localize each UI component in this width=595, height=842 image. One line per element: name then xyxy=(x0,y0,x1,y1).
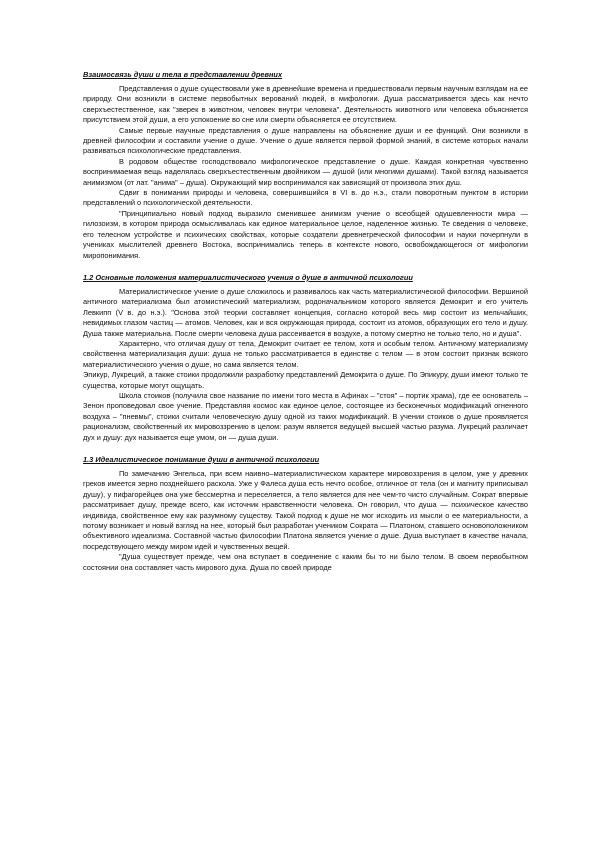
section-title-idealist-understanding: 1.3 Идеалистическое понимание души в античной психологии xyxy=(83,455,320,464)
paragraph: Представления о душе существовали уже в древнейшие времена и предшествовали первым научным взглядам на ее природу. Они возникли в системе первобытных верований людей, в мифологии. Душа рассматривается здесь как нечто сверхъестественное, как "зверек в животном, человек внутри человека". Деятельность животного или человека объясняется присутствием этой души, а его успокоение во сне или смерти объясняется ее отсутствием. xyxy=(83,84,528,125)
document-page xyxy=(83,70,528,573)
paragraph: "Душа существует прежде, чем она вступает в соединение с каким бы то ни было телом. В своем первобытном состоянии она составляет часть мирового духа. Душа по своей природе xyxy=(83,552,528,572)
paragraph: Материалистическое учение о душе сложилось и развивалось как часть материалистической философии. Вершиной античного материализма был атомистический материализм, родоначальником которого является Демокрит и его учитель Левкипп (V в. до н.э.). "Основа этой теории составляет концепция, согласно которой весь мир состоит из мельчайших, невидимых глазом частиц — атомов. Человек, как и вся окружающая природа, состоит из атомов, образующих его тело и душу. Душа также материальна. После смерти человека душа рассеивается в воздухе, а потому смертно не только тело, но и душа". xyxy=(83,286,528,338)
paragraph: По замечанию Энгельса, при всем наивно–материалистическом характере мировоззрения в целом, уже у древних греков имеется зерно позднейшего раскола. Уже у Фалеса душа есть нечто особое, отличное от тела (он и магниту приписывал душу), у пифагорейцев она уже бессмертна и переселяется, а тело является для нее чем-то чисто случайным. Сократ впервые рассматривает душу, прежде всего, как источник нравственности человека. Он говорил, что душа — психическое качество индивида, свойственное ему как разумному существу. Такой подход к душе не мог исходить из мысли о ее материальности, а потому возникает и новый взгляд на нее, который был разработан учеником Сократа — Платоном, ставшего основоположником объективного идеализма. Составной частью философии Платона является учение о душе. Душа выступает в качестве начала, посредствующего между миром идей и чувственных вещей. xyxy=(83,469,528,551)
paragraph: Школа стоиков (получила свое название по имени того места в Афинах – "стоя" – портик храма), где ее основатель – Зенон проповедовал свое учение. Представляя космос как единое целое, состоящее из бесконечных модификаций огненного воздуха – "пневмы", стоики считали человеческую душу одной из таких модификаций. В учении стоиков о душе проявляется рационализм, свойственный их мировоззрению в целом: разум является ведущей высшей частью разума. Лукреций различает дух и душу: дух называется еще умом, он — душа души. xyxy=(83,390,528,442)
paragraph: В родовом обществе господствовало мифологическое представление о душе. Каждая конкретная чувственно воспринимаемая вещь наделялась сверхъестественным двойником — душой (или многими душами). Такой взгляд называется анимизмом (от лат. "анима" – душа). Окружающий мир воспринимался как зависящий от произвола этих душ. xyxy=(83,156,528,187)
paragraph: Эпикур, Лукреций, а также стоики продолжили разработку представлений Демокрита о душе. По Эпикуру, души имеют только те существа, которые могут ощущать. xyxy=(83,370,528,390)
section-title-materialist-teaching: 1.2 Основные положения материалистического учения о душе в античной психологии xyxy=(83,272,413,282)
section-title-soul-and-body: Взаимосвязь души и тела в представлении древних xyxy=(83,70,283,79)
paragraph: Самые первые научные представления о душе направлены на объяснение души и ее функций. Они возникли в древней философии и составили учение о душе. Учение о душе является первой формой знаний, в системе которых начали развиваться психологические представления. xyxy=(83,125,528,156)
paragraph: Характерно, что отличая душу от тела, Демокрит считает ее телом, хотя и особым телом. Античному материализму свойственна материализация души: душа не только рассматривается в единстве с телом — в этом состоит признак всякого материалистического учения о душе, но сама является телом. xyxy=(83,338,528,369)
paragraph: Сдвиг в понимании природы и человека, совершившийся в VI в. до н.э., стали поворотным пунктом в истории представлений о психологической деятельности. xyxy=(83,188,528,208)
paragraph: "Принципиально новый подход выразило сменившее анимизм учение о всеобщей одушевленности мира — гилозоизм, в котором природа осмысливалась как единое материальное целое, наделенное жизнью. Те сведения о человеке, его телесном устройстве и психических свойствах, которые создатели древнегреческой философии и науки почерпнули в учениках мыслителей древнего Востока, воспринимались теперь в контексте нового, освобождающегося от мифологии миропонимания. xyxy=(83,208,528,260)
